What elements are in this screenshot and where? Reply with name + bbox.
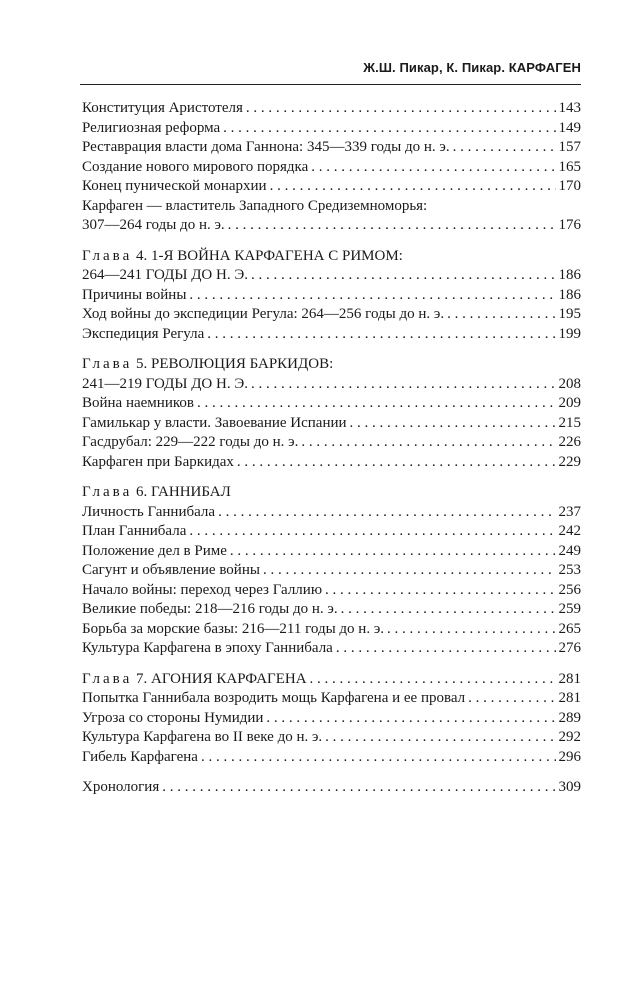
toc-chapter-5 (82, 355, 581, 472)
toc-entry-line1: Карфаген — властитель Западного Средиземноморья: (82, 197, 428, 214)
table-of-contents (82, 99, 581, 798)
toc-entry: Начало войны: переход через Галлию . . . 256 (82, 581, 581, 601)
toc-entry: Культура Карфагена во II веке до н. э. . . . 292 (82, 728, 581, 748)
toc-entry: Религиозная реформа . . . 149 (82, 119, 581, 139)
toc-entry: 307—264 годы до н. э. . . . 176 (82, 216, 581, 236)
toc-entry: Положение дел в Риме . . . 249 (82, 542, 581, 562)
toc-entry: Культура Карфагена в эпоху Ганнибала . . . 276 (82, 639, 581, 659)
toc-chapter-6 (82, 483, 581, 659)
toc-entry: Личность Ганнибала . . . 237 (82, 503, 581, 523)
chapter-heading-line2: 241—219 ГОДЫ ДО Н. Э. . . . 208 (82, 375, 581, 395)
chapter-heading: Глава 6. ГАННИБАЛ (82, 484, 231, 500)
toc-entry: Война наемников . . . 209 (82, 394, 581, 414)
chapter-heading-line2: 264—241 ГОДЫ ДО Н. Э. . . . 186 (82, 266, 581, 286)
toc-entry: Причины войны . . . 186 (82, 286, 581, 306)
header-rule (80, 84, 581, 85)
toc-entry: Реставрация власти дома Ганнона: 345—339 годы до н. э. . . . 157 (82, 138, 581, 158)
toc-entry: Ход войны до экспедиции Регула: 264—256 годы до н. э. . . . 195 (82, 305, 581, 325)
toc-entry: Конец пунической монархии . . . 170 (82, 177, 581, 197)
toc-entry: Великие победы: 218—216 годы до н. э. . . . 259 (82, 600, 581, 620)
toc-entry: Гасдрубал: 229—222 годы до н. э. . . . 226 (82, 433, 581, 453)
toc-entry: Карфаген при Баркидах . . . 229 (82, 453, 581, 473)
toc-entry: Попытка Ганнибала возродить мощь Карфагена и ее провал . . . 281 (82, 689, 581, 709)
toc-entry: Сагунт и объявление войны . . . 253 (82, 561, 581, 581)
toc-entry: Экспедиция Регула . . . 199 (82, 325, 581, 345)
toc-entry: Создание нового мирового порядка . . . 165 (82, 158, 581, 178)
toc-entry: Конституция Аристотеля . . . 143 (82, 99, 581, 119)
running-header: Ж.Ш. Пикар, К. Пикар. КАРФАГЕН (363, 60, 581, 75)
toc-entry: План Ганнибала . . . 242 (82, 522, 581, 542)
chapter-heading: Глава 4. 1-Я ВОЙНА КАРФАГЕНА С РИМОМ: (82, 247, 403, 264)
toc-chronology: Хронология . . . 309 (82, 778, 581, 798)
toc-chapter-4 (82, 247, 581, 345)
toc-entry: Гибель Карфагена . . . 296 (82, 748, 581, 768)
chapter-heading: Глава 7. АГОНИЯ КАРФАГЕНА . . . 281 (82, 670, 581, 690)
chapter-heading: Глава 5. РЕВОЛЮЦИЯ БАРКИДОВ: (82, 356, 334, 372)
toc-chapter-7 (82, 670, 581, 768)
toc-section-continued (82, 99, 581, 236)
toc-entry: Угроза со стороны Нумидии . . . 289 (82, 709, 581, 729)
toc-entry: Борьба за морские базы: 216—211 годы до н. э. . . . 265 (82, 620, 581, 640)
toc-entry: Гамилькар у власти. Завоевание Испании . . . 215 (82, 414, 581, 434)
